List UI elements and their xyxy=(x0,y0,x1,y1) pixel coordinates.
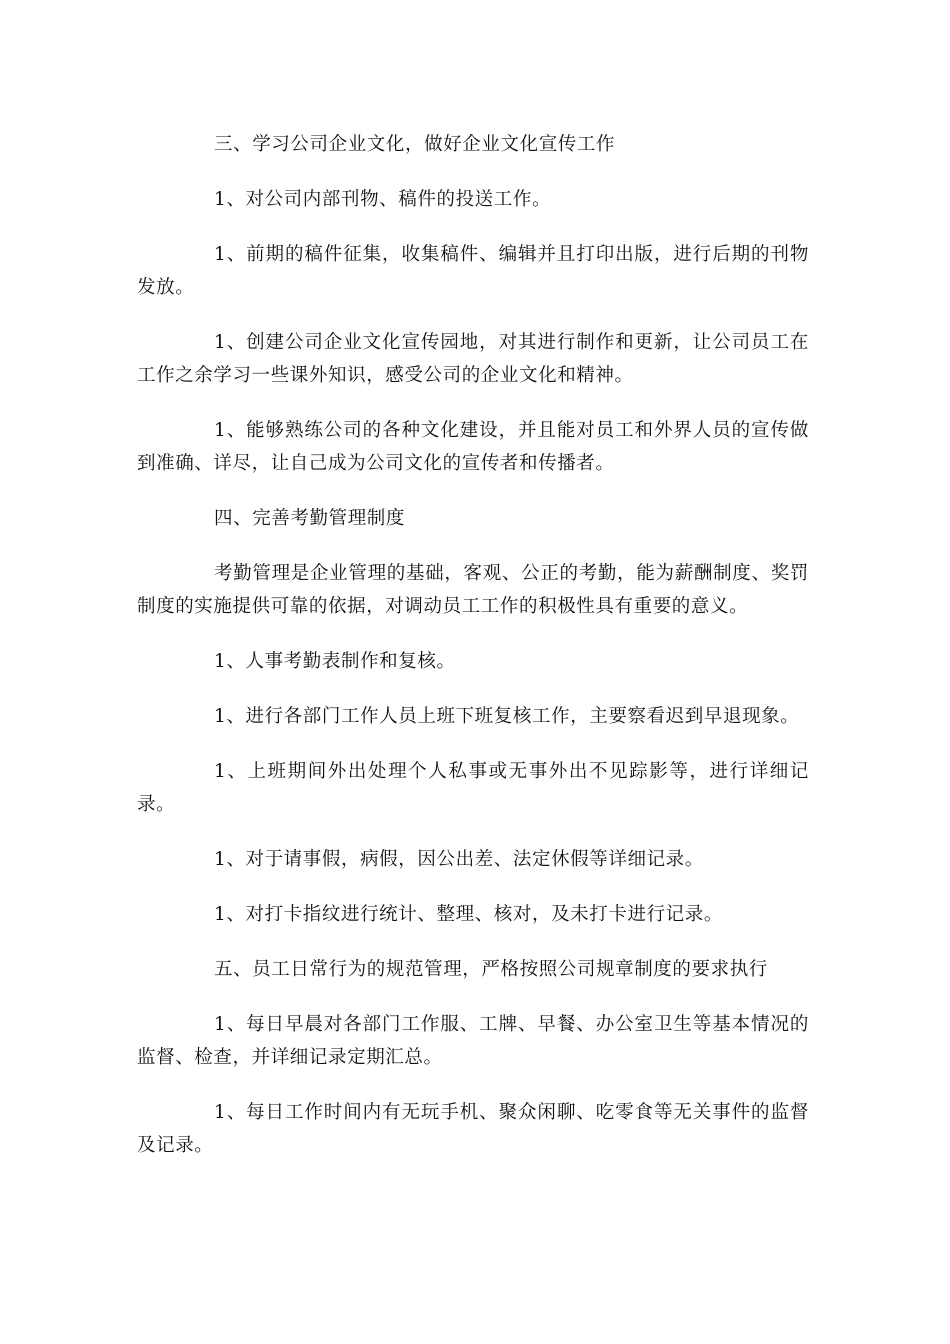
list-item: 1、进行各部门工作人员上班下班复核工作，主要察看迟到早退现象。 xyxy=(214,706,800,727)
list-item: 1、前期的稿件征集，收集稿件、编辑并且打印出版，进行后期的刊物发放。 xyxy=(137,244,809,298)
section-heading-attendance: 四、完善考勤管理制度 xyxy=(214,508,406,529)
section-heading-conduct: 五、员工日常行为的规范管理，严格按照公司规章制度的要求执行 xyxy=(214,959,768,980)
list-item: 1、每日早晨对各部门工作服、工牌、早餐、办公室卫生等基本情况的监督、检查，并详细记录定期汇总。 xyxy=(137,1014,809,1068)
list-item: 1、人事考勤表制作和复核。 xyxy=(214,651,456,672)
document-page xyxy=(137,128,809,1184)
body-paragraph: 考勤管理是企业管理的基础，客观、公正的考勤，能为薪酬制度、奖罚制度的实施提供可靠的依据，对调动员工工作的积极性具有重要的意义。 xyxy=(137,563,809,617)
section-heading-culture: 三、学习公司企业文化，做好企业文化宣传工作 xyxy=(214,134,616,155)
list-item: 1、上班期间外出处理个人私事或无事外出不见踪影等，进行详细记录。 xyxy=(137,761,809,815)
list-item: 1、对于请事假，病假，因公出差、法定休假等详细记录。 xyxy=(214,849,704,870)
list-item: 1、创建公司企业文化宣传园地，对其进行制作和更新，让公司员工在工作之余学习一些课外知识，感受公司的企业文化和精神。 xyxy=(137,332,809,386)
list-item: 1、能够熟练公司的各种文化建设，并且能对员工和外界人员的宣传做到准确、详尽，让自己成为公司文化的宣传者和传播者。 xyxy=(137,420,809,474)
list-item: 1、对公司内部刊物、稿件的投送工作。 xyxy=(214,189,552,210)
list-item: 1、对打卡指纹进行统计、整理、核对，及未打卡进行记录。 xyxy=(214,904,723,925)
list-item: 1、每日工作时间内有无玩手机、聚众闲聊、吃零食等无关事件的监督及记录。 xyxy=(137,1102,809,1156)
